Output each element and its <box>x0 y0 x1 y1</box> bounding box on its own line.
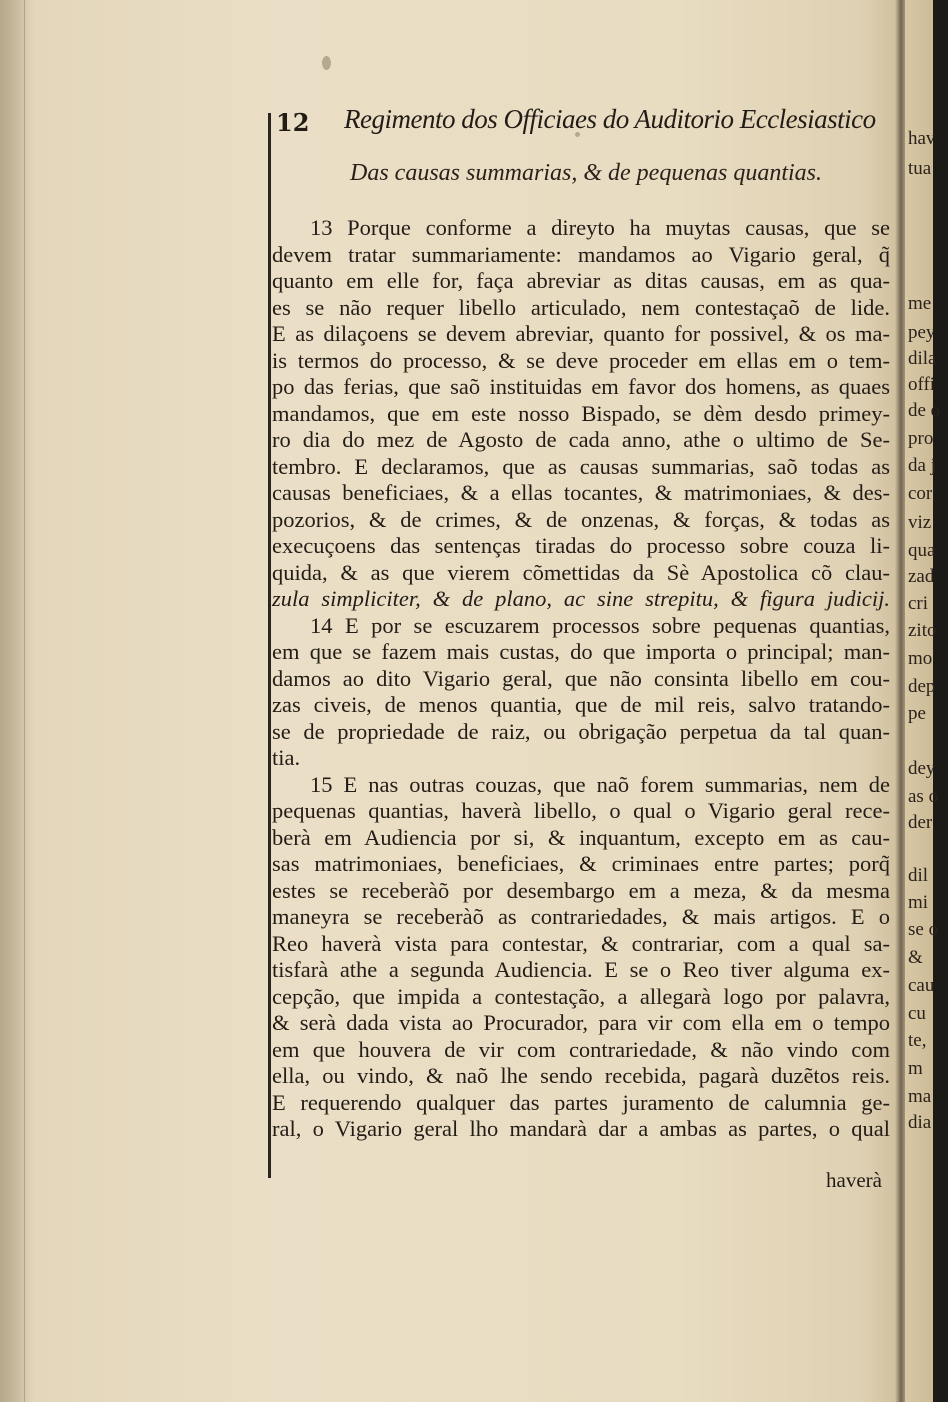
facing-page-fragment: cri <box>908 593 929 614</box>
facing-page-fragment: de o <box>908 400 941 421</box>
facing-page-fragment: zito <box>908 620 937 641</box>
facing-page-edge <box>905 0 941 1402</box>
body-text <box>272 215 890 1143</box>
gutter-shadow <box>0 0 30 1402</box>
facing-page-fragment: pro <box>908 428 934 449</box>
facing-page-fragment: m <box>908 1058 923 1079</box>
text-line: po das ferias, que saõ instituidas em favor dos homens, as quaes <box>272 374 890 399</box>
text-line: devem tratar summariamente: mandamos ao Vigario geral, q̃ <box>272 241 890 267</box>
running-title: Regimento dos Officiaes do Auditorio Ecclesiastico <box>344 104 876 134</box>
facing-page-fragment: pey <box>908 322 936 343</box>
facing-page-fragment: offi <box>908 374 936 395</box>
text-line: cepção, que impida a contestação, a allegarà logo por palavra, <box>272 983 890 1009</box>
facing-page-fragment: dep <box>908 676 936 697</box>
text-line: execuçoens das sentenças tiradas do processo sobre couza li- <box>272 533 890 558</box>
text-line: 14 E por se escuzarem processos sobre pequenas quantias, <box>310 612 890 638</box>
facing-page-fragment: me <box>908 293 932 314</box>
facing-page-fragment: cu <box>908 1003 926 1024</box>
text-line: maneyra se receberàõ as contrariedades, & mais artigos. E o <box>272 904 890 929</box>
page-crease <box>24 0 25 1402</box>
text-line: 13 Porque conforme a direyto ha muytas causas, que se <box>310 215 890 240</box>
facing-page-fragment: da j <box>908 455 936 476</box>
facing-page-fragment: dila <box>908 348 937 369</box>
facing-page-fragment: zad <box>908 566 935 587</box>
text-line: tisfarà athe a segunda Audiencia. E se o Reo tiver alguma ex- <box>272 957 890 982</box>
text-line: se de propriedade de raiz, ou obrigação perpetua da tal quan- <box>272 718 890 744</box>
page-header <box>272 102 876 142</box>
text-line: is termos do processo, & se deve proceder em ellas em o tem- <box>272 347 890 373</box>
facing-page-fragment: ma <box>908 1086 932 1107</box>
text-line: ral, o Vigario geral lho mandarà dar a ambas as partes, o qual <box>272 1116 890 1141</box>
facing-page-fragment: hav <box>908 128 936 149</box>
text-line: quida, & as que vierem cõmettidas da Sè Apostolica cõ clau- <box>272 559 890 585</box>
facing-page-fragment: viz <box>908 512 932 533</box>
text-line: em que se fazem mais custas, do que importa o principal; man- <box>272 639 890 664</box>
text-line: 15 E nas outras couzas, que naõ forem summarias, nem de <box>310 771 890 797</box>
facing-page-fragment: as o <box>908 786 939 807</box>
facing-page-fragment: mo <box>908 648 933 669</box>
facing-page-fragment: cau <box>908 975 935 996</box>
text-line: zula simpliciter, & de plano, ac sine strepitu, & figura judicij. <box>272 586 890 611</box>
text-line: sas matrimoniaes, beneficiaes, & criminaes entre partes; porq̃ <box>272 851 890 876</box>
text-line: pequenas quantias, haverà libello, o qual o Vigario geral rece- <box>272 798 890 823</box>
text-line: causas beneficiaes, & a ellas tocantes, & matrimoniaes, & des- <box>272 480 890 505</box>
text-line: pozorios, & de crimes, & de onzenas, & forças, & todas as <box>272 506 890 532</box>
facing-page-fragment: mi <box>908 892 929 913</box>
facing-page-fragment: der <box>908 812 933 833</box>
text-line: tembro. E declaramos, que as causas summarias, saõ todas as <box>272 453 890 479</box>
text-line: E requerendo qualquer das partes juramento de calumnia ge- <box>272 1089 890 1115</box>
facing-page-fragment: qua <box>908 540 936 561</box>
text-line: mandamos, que em este nosso Bispado, se dèm desdo primey- <box>272 400 890 426</box>
margin-rule <box>268 113 271 1178</box>
section-title: Das causas summarias, & de pequenas quantias. <box>350 160 822 186</box>
facing-page-fragment: cor <box>908 483 933 504</box>
text-line: berà em Audiencia por si, & inquantum, excepto em as cau- <box>272 824 890 850</box>
facing-page-fragment: dil <box>908 865 929 886</box>
facing-page-fragment: pe <box>908 703 926 724</box>
page-number: 12 <box>276 108 310 137</box>
facing-page-fragment: dey <box>908 758 936 779</box>
text-line: E as dilaçoens se devem abreviar, quanto for possivel, & os ma- <box>272 321 890 346</box>
facing-page-fragment: se o <box>908 919 939 940</box>
facing-page-fragment: te, <box>908 1030 927 1051</box>
paper-stain <box>322 56 331 70</box>
text-line: quanto em elle for, faça abreviar as ditas causas, em as qua- <box>272 268 890 293</box>
text-line: es se não requer libello articulado, nem contestaçaõ de lide. <box>272 294 890 320</box>
text-line: estes se receberàõ por desembargo em a meza, & da mesma <box>272 877 890 903</box>
text-line: zas civeis, de menos quantia, que de mil reis, salvo tratando- <box>272 692 890 717</box>
facing-page-fragment: tua <box>908 158 932 179</box>
facing-page-fragment: & <box>908 947 923 968</box>
text-line: & serà dada vista ao Procurador, para vir com ella em o tempo <box>272 1010 890 1035</box>
text-line: damos ao dito Vigario geral, que não consinta libello em cou- <box>272 665 890 691</box>
text-line: em que houvera de vir com contrariedade, & não vindo com <box>272 1036 890 1062</box>
text-line: ella, ou vindo, & naõ lhe sendo recebida, pagarà duzẽtos reis. <box>272 1063 890 1088</box>
text-line: ro dia do mez de Agosto de cada anno, athe o ultimo de Se- <box>272 427 890 452</box>
catchword: haverà <box>826 1168 882 1192</box>
facing-page-fragment: dia <box>908 1112 932 1133</box>
text-line: tia. <box>272 745 301 770</box>
text-line: Reo haverà vista para contestar, & contrariar, com a qual sa- <box>272 930 890 956</box>
